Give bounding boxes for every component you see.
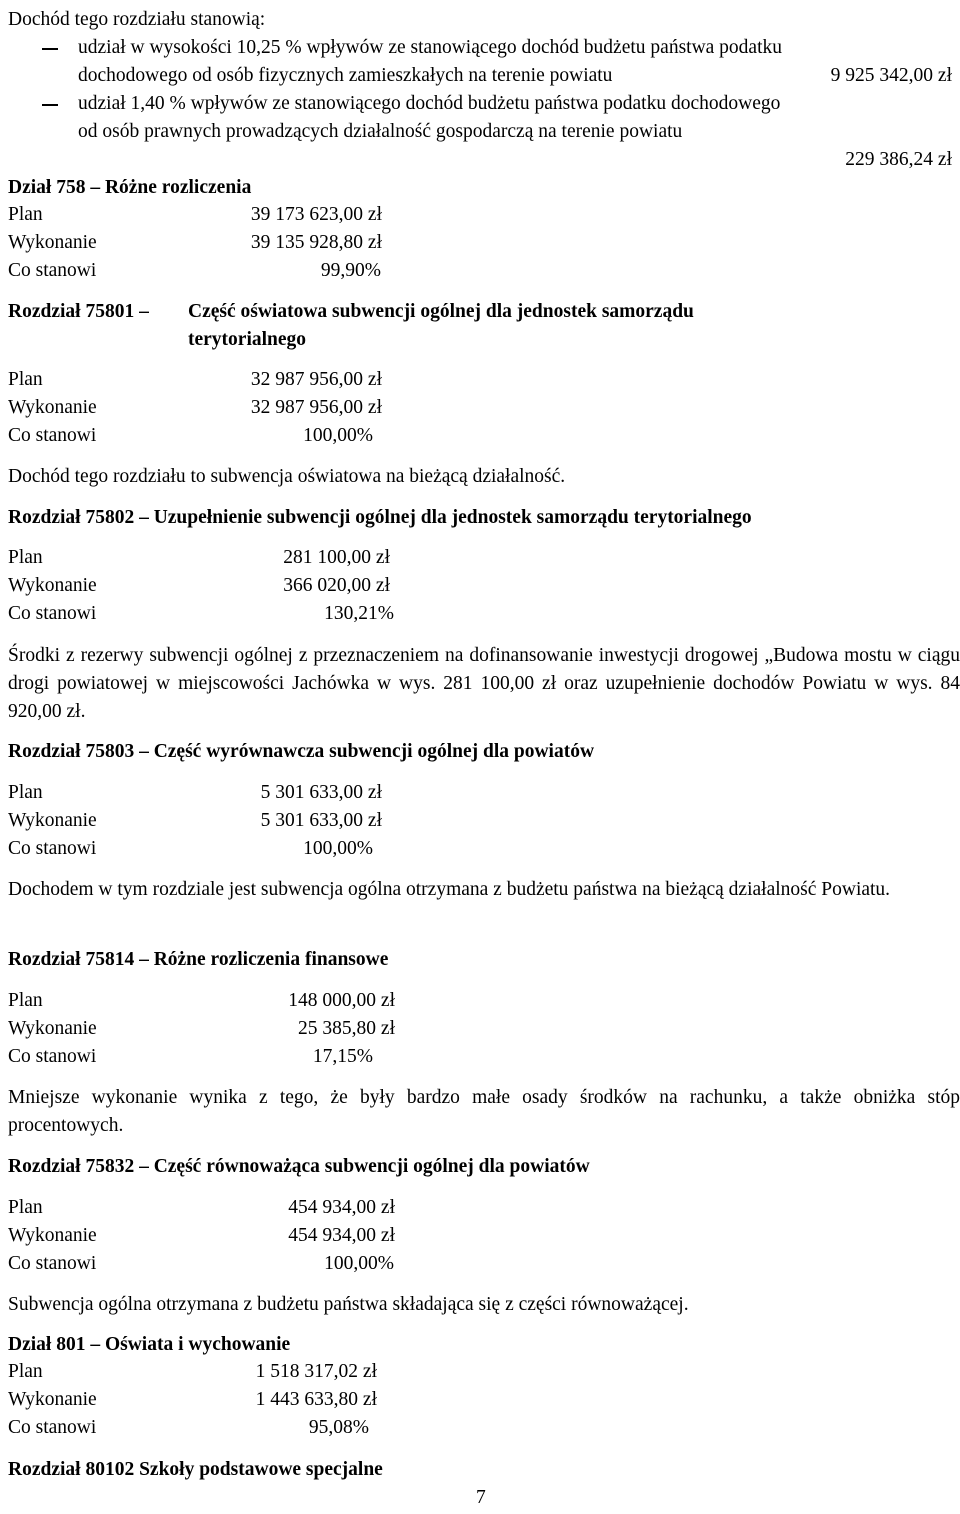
co-stanowi-label: Co stanowi bbox=[8, 603, 97, 624]
plan-value: 1 518 317,02 zł bbox=[255, 1361, 377, 1382]
plan-label: Plan bbox=[8, 1197, 43, 1218]
intro-item-1-line-1: udział w wysokości 10,25 % wpływów ze stanowiącego dochód budżetu państwa podatku bbox=[78, 37, 783, 58]
co-stanowi-value: 100,00% bbox=[303, 425, 373, 446]
plan-value: 39 173 623,00 zł bbox=[250, 204, 382, 225]
co-stanowi-value: 100,00% bbox=[303, 838, 373, 859]
section-note: Środki z rezerwy subwencji ogólnej z przeznaczeniem na dofinansowanie inwestycji drogowej „Budowa mostu w ciągu drogi powiatowej w miejscowości Jachówka w wys. 281 100,00 zł oraz uzupełnienie dochodów Powiatu w wys. 84 920,00 zł. bbox=[8, 645, 960, 722]
wykonanie-label: Wykonanie bbox=[8, 1225, 97, 1246]
plan-value: 32 987 956,00 zł bbox=[250, 369, 382, 390]
wykonanie-label: Wykonanie bbox=[8, 575, 97, 596]
section-title-prefix: Rozdział 75801 – bbox=[8, 301, 149, 322]
co-stanowi-value: 99,90% bbox=[320, 260, 381, 281]
wykonanie-value: 25 385,80 zł bbox=[298, 1018, 395, 1039]
wykonanie-value: 366 020,00 zł bbox=[283, 575, 390, 596]
co-stanowi-label: Co stanowi bbox=[8, 838, 97, 859]
plan-label: Plan bbox=[8, 204, 43, 225]
section-title-line-2: terytorialnego bbox=[188, 329, 307, 350]
co-stanowi-label: Co stanowi bbox=[8, 1253, 97, 1274]
section-title: Rozdział 75802 – Uzupełnienie subwencji ogólnej dla jednostek samorządu terytorialnego bbox=[8, 507, 752, 528]
wykonanie-value: 39 135 928,80 zł bbox=[250, 232, 382, 253]
plan-label: Plan bbox=[8, 990, 43, 1011]
wykonanie-value: 454 934,00 zł bbox=[288, 1225, 395, 1246]
plan-value: 5 301 633,00 zł bbox=[260, 782, 382, 803]
wykonanie-label: Wykonanie bbox=[8, 397, 97, 418]
co-stanowi-value: 100,00% bbox=[324, 1253, 394, 1274]
plan-value: 281 100,00 zł bbox=[283, 547, 390, 568]
section-title: Dział 758 – Różne rozliczenia bbox=[8, 177, 252, 198]
wykonanie-value: 5 301 633,00 zł bbox=[260, 810, 382, 831]
co-stanowi-label: Co stanowi bbox=[8, 1417, 97, 1438]
section-title: Rozdział 75803 – Część wyrównawcza subwencji ogólnej dla powiatów bbox=[8, 741, 595, 762]
wykonanie-label: Wykonanie bbox=[8, 232, 97, 253]
section-note: Dochodem w tym rozdziale jest subwencja ogólna otrzymana z budżetu państwa na bieżącą działalność Powiatu. bbox=[8, 879, 891, 900]
intro-item-1-line-2: dochodowego od osób fizycznych zamieszkałych na terenie powiatu bbox=[78, 65, 613, 86]
wykonanie-label: Wykonanie bbox=[8, 1018, 97, 1039]
wykonanie-value: 32 987 956,00 zł bbox=[250, 397, 382, 418]
co-stanowi-label: Co stanowi bbox=[8, 260, 97, 281]
plan-label: Plan bbox=[8, 369, 43, 390]
plan-label: Plan bbox=[8, 547, 43, 568]
section-note: Mniejsze wykonanie wynika z tego, że były bardzo małe osady środków na rachunku, a także obniżka stóp procentowych. bbox=[8, 1087, 960, 1136]
intro-item-1-amount: 9 925 342,00 zł bbox=[830, 65, 952, 86]
wykonanie-value: 1 443 633,80 zł bbox=[255, 1389, 377, 1410]
section-note: Subwencja ogólna otrzymana z budżetu państwa składająca się z części równoważącej. bbox=[8, 1294, 689, 1315]
intro-heading: Dochód tego rozdziału stanowią: bbox=[8, 9, 266, 30]
co-stanowi-value: 17,15% bbox=[312, 1046, 373, 1067]
section-title: Rozdział 80102 Szkoły podstawowe specjalne bbox=[8, 1459, 383, 1480]
co-stanowi-label: Co stanowi bbox=[8, 425, 97, 446]
plan-value: 148 000,00 zł bbox=[288, 990, 395, 1011]
wykonanie-label: Wykonanie bbox=[8, 1389, 97, 1410]
page-number: 7 bbox=[476, 1487, 486, 1508]
list-dash bbox=[42, 48, 58, 50]
section-title-line-1: Część oświatowa subwencji ogólnej dla jednostek samorządu bbox=[188, 301, 694, 322]
plan-label: Plan bbox=[8, 1361, 43, 1382]
list-dash bbox=[42, 104, 58, 106]
plan-value: 454 934,00 zł bbox=[288, 1197, 395, 1218]
co-stanowi-value: 95,08% bbox=[308, 1417, 369, 1438]
section-title: Rozdział 75832 – Część równoważąca subwencji ogólnej dla powiatów bbox=[8, 1156, 590, 1177]
plan-label: Plan bbox=[8, 782, 43, 803]
section-note: Dochód tego rozdziału to subwencja oświatowa na bieżącą działalność. bbox=[8, 466, 566, 487]
section-title: Dział 801 – Oświata i wychowanie bbox=[8, 1334, 291, 1355]
intro-item-2-amount: 229 386,24 zł bbox=[845, 149, 952, 170]
intro-item-2-line-1: udział 1,40 % wpływów ze stanowiącego dochód budżetu państwa podatku dochodowego bbox=[78, 93, 781, 114]
wykonanie-label: Wykonanie bbox=[8, 810, 97, 831]
intro-item-2-line-2: od osób prawnych prowadzących działalność gospodarczą na terenie powiatu bbox=[78, 121, 683, 142]
co-stanowi-label: Co stanowi bbox=[8, 1046, 97, 1067]
section-title: Rozdział 75814 – Różne rozliczenia finansowe bbox=[8, 949, 389, 970]
co-stanowi-value: 130,21% bbox=[324, 603, 394, 624]
